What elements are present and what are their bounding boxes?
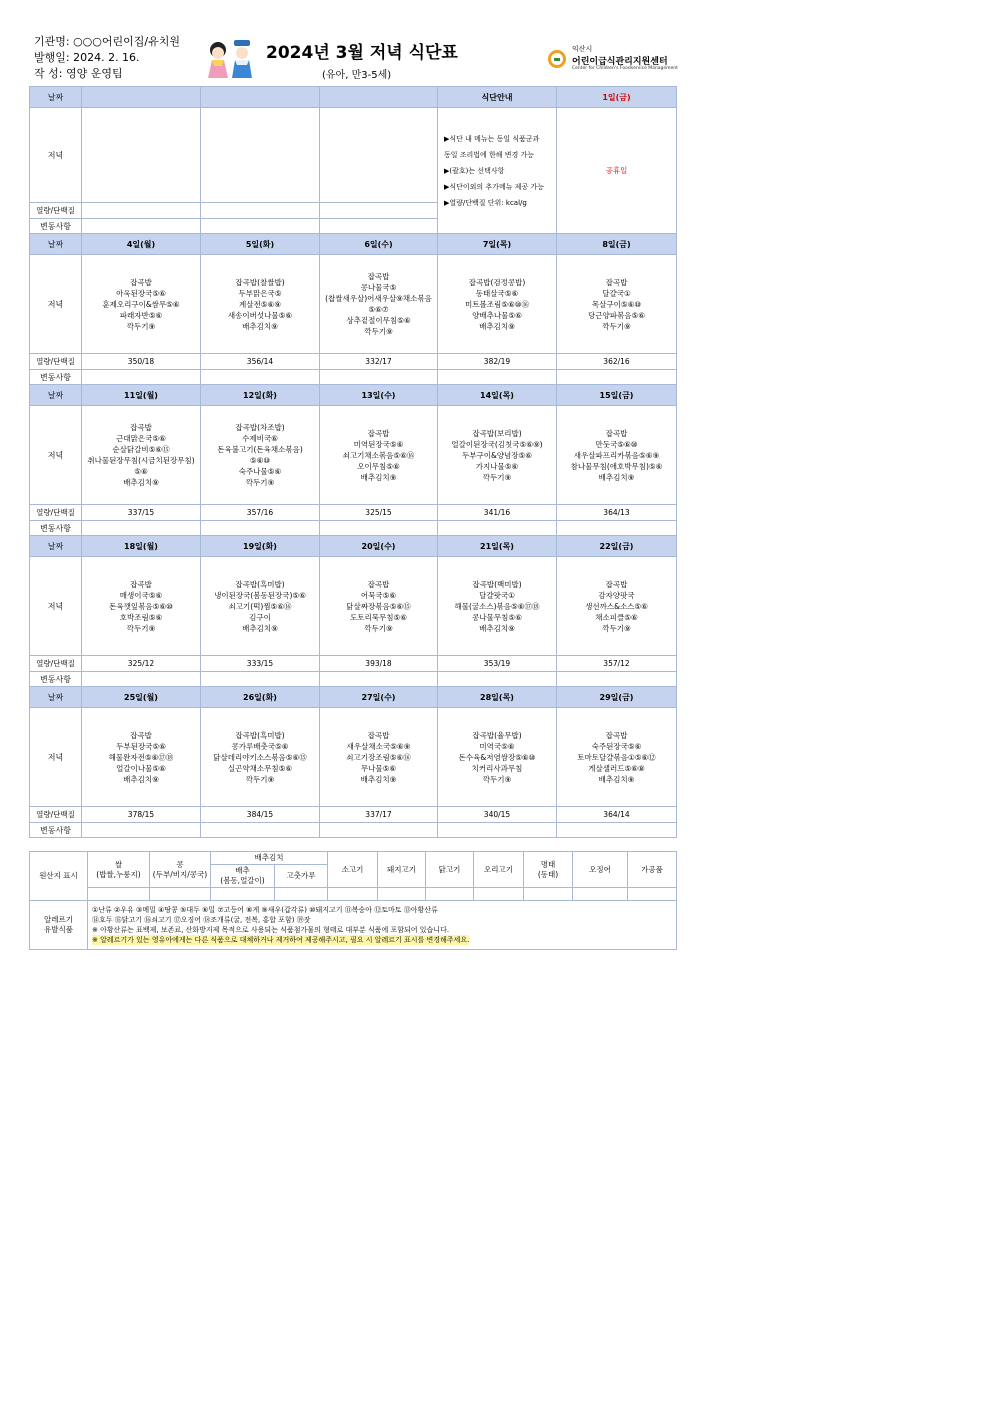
change-cell <box>82 823 201 838</box>
menu-item: 도토리묵무침⑤⑥ <box>350 612 407 622</box>
meal-cell <box>438 255 557 354</box>
kcal-row <box>30 505 677 521</box>
notice-box <box>438 108 557 234</box>
date-label: 날짜 <box>30 385 82 406</box>
menu-item: 배추김치⑨ <box>360 774 397 784</box>
menu-item: 잡곡밥 <box>605 428 628 438</box>
change-cell <box>557 370 677 385</box>
menu-item: 취나물된장무침(시금치된장무침) <box>87 456 195 465</box>
origin-duck: 오리고기 <box>474 852 524 888</box>
menu-item: 새우살채소국⑤⑥⑨ <box>346 741 411 751</box>
kcal-cell: 378/15 <box>82 807 201 823</box>
notice-line: 동일 조리법에 한해 변경 가능 <box>444 150 535 159</box>
change-cell <box>320 672 438 687</box>
menu-item: 호박조림⑤⑥ <box>119 612 163 622</box>
kcal-cell: 393/18 <box>320 656 438 672</box>
origin-beef: 소고기 <box>328 852 378 888</box>
date-cell: 5일(화) <box>201 234 320 255</box>
menu-item: 계살전⑤⑥⑨ <box>239 299 281 309</box>
header-info <box>34 34 180 82</box>
date-cell-empty <box>201 87 320 108</box>
menu-item: 훈제오리구이&쌈무⑤⑥ <box>102 299 180 309</box>
menu-item: 치커리사과무침 <box>471 763 523 773</box>
menu-item: 두부구이&양념장⑤⑥ <box>461 450 532 460</box>
origin-value <box>211 888 275 901</box>
menu-item: 깍두기⑨ <box>602 623 631 633</box>
menu-item: 숙주된장국⑤⑥ <box>591 741 642 751</box>
menu-item: 숙주나물⑤⑥ <box>238 467 282 476</box>
origin-kimchi: 배추김치 <box>211 852 328 865</box>
kcal-cell: 382/19 <box>438 354 557 370</box>
menu-item: 해물(굴소스)볶음⑤⑥⑰⑱ <box>454 601 540 611</box>
date-cell: 19일(화) <box>201 536 320 557</box>
date-cell: 29일(금) <box>557 687 677 708</box>
meal-cell-empty <box>201 108 320 203</box>
center-logo <box>548 46 678 74</box>
origin-squid: 오징어 <box>573 852 628 888</box>
date-row <box>30 87 677 108</box>
kcal-cell: 325/15 <box>320 505 438 521</box>
menu-item: ⑤⑥⑦ <box>368 305 389 314</box>
date-row <box>30 385 677 406</box>
author: 작 성: 영양 운영팀 <box>34 67 123 80</box>
dinner-label: 저녁 <box>30 108 82 203</box>
origin-rice <box>88 852 150 888</box>
menu-item: 잡곡밥 <box>130 730 152 740</box>
menu-item: ⑤⑥ <box>134 467 148 476</box>
date-cell: 27일(수) <box>320 687 438 708</box>
dinner-label: 저녁 <box>30 708 82 807</box>
change-cell <box>320 219 438 234</box>
change-cell <box>438 823 557 838</box>
origin-bean <box>150 852 211 888</box>
change-label: 변동사항 <box>30 521 82 536</box>
logo-english: Center for Children's Foodservice Management <box>572 66 678 71</box>
dinner-label: 저녁 <box>30 406 82 505</box>
change-row <box>30 823 677 838</box>
date-cell: 1일(금) <box>557 87 677 108</box>
origin-cabbage-name: 배추 <box>235 866 250 875</box>
menu-item: 만둣국⑤⑥⑩ <box>595 439 638 449</box>
menu-item: 잡곡밥(백미밥) <box>472 579 522 589</box>
meal-cell <box>82 708 201 807</box>
change-label: 변동사항 <box>30 672 82 687</box>
change-label: 변동사항 <box>30 219 82 234</box>
date-cell: 22일(금) <box>557 536 677 557</box>
meal-cell <box>201 708 320 807</box>
menu-item: 돈육불고기(돈육채소볶음) <box>217 445 303 454</box>
menu-item: 근대맑은국⑤⑥ <box>116 434 166 443</box>
menu-item: 어묵국⑤⑥ <box>360 590 397 600</box>
origin-label: 원산지 표시 <box>30 852 88 901</box>
meal-cell <box>320 557 438 656</box>
menu-item: 잡곡밥(흑미밥) <box>235 730 285 740</box>
date-cell: 28일(목) <box>438 687 557 708</box>
allergy-line: ⑭호두 ⑮닭고기 ⑯쇠고기 ⑰오징어 ⑱조개류(굴, 전복, 홍합 포함) ⑲잣 <box>92 916 311 924</box>
menu-item: 무나물⑤⑥ <box>360 763 397 773</box>
meal-cell <box>438 708 557 807</box>
change-cell <box>320 823 438 838</box>
menu-item: 잡곡밥 <box>367 730 390 740</box>
menu-item: 상추겉절이무침⑤⑥ <box>346 316 411 325</box>
menu-item: 배추김치⑨ <box>598 472 635 482</box>
menu-item: 해물완자전⑤⑥⑰⑱ <box>108 752 174 762</box>
meal-cell-empty <box>82 108 201 203</box>
menu-item: 돈수육&저염쌈장⑤⑥⑩ <box>458 752 536 762</box>
menu-item: 깍두기⑨ <box>245 478 275 487</box>
kcal-cell: 341/16 <box>438 505 557 521</box>
menu-item: 잡곡밥 <box>605 277 628 287</box>
date-cell: 21일(목) <box>438 536 557 557</box>
meal-cell <box>320 708 438 807</box>
origin-value <box>474 888 524 901</box>
menu-item: 순살닭갈비⑤⑥⑮ <box>112 445 170 454</box>
logo-name: 어린이급식관리지원센터 <box>572 57 668 67</box>
menu-item: 미트볼조림⑤⑥⑩⑯ <box>465 299 529 309</box>
date-cell: 26일(화) <box>201 687 320 708</box>
menu-item: 목살구이⑤⑥⑩ <box>591 299 642 309</box>
menu-item: 콩가루배춧국⑤⑥ <box>231 741 289 751</box>
menu-item: 실곤약채소무침⑤⑥ <box>227 763 293 773</box>
change-cell <box>438 672 557 687</box>
date-cell-empty <box>82 87 201 108</box>
menu-item: 두부맑은국⑤ <box>238 288 282 298</box>
change-cell <box>82 219 201 234</box>
menu-item: 배추김치⑨ <box>360 472 397 482</box>
kcal-cell: 362/16 <box>557 354 677 370</box>
menu-item: 매생이국⑤⑥ <box>119 590 163 600</box>
notice-line: ▶식단 내 메뉴는 동일 식품군과 <box>444 134 540 143</box>
menu-item: 잡곡밥(보리밥) <box>472 428 522 438</box>
meal-cell <box>201 557 320 656</box>
menu-item: 쇠고기채소볶음⑤⑥⑯ <box>342 450 415 460</box>
menu-item: 배추김치⑨ <box>479 623 515 633</box>
date-cell: 11일(월) <box>82 385 201 406</box>
origin-pollock <box>524 852 573 888</box>
origin-value <box>378 888 426 901</box>
kcal-cell-empty <box>82 203 201 219</box>
menu-item: 양배추나물⑤⑥ <box>472 310 522 320</box>
menu-item: 잡곡밥(찰쌀밥) <box>235 277 285 287</box>
menu-item: 두부된장국⑤⑥ <box>116 741 166 751</box>
date-row <box>30 536 677 557</box>
menu-item: 미역된장국⑤⑥ <box>353 439 404 449</box>
allergy-text <box>88 901 677 950</box>
menu-item: 달걀팟국① <box>479 590 515 600</box>
menu-item: 참나물무침(애호박무침)⑤⑥ <box>570 461 663 471</box>
origin-rice-name: 쌀 <box>114 859 123 869</box>
menu-item: 김구이 <box>249 612 271 622</box>
menu-table <box>29 86 677 838</box>
menu-item: 달걀국① <box>602 288 631 298</box>
kcal-label: 열량/단백질 <box>30 203 82 219</box>
menu-item: 잡곡밥(흑미밥) <box>235 579 285 589</box>
origin-pollock-sub: (동태) <box>537 869 559 879</box>
menu-item: 잡곡밥 <box>605 730 628 740</box>
page-subtitle: (유아, 만3-5세) <box>322 70 392 81</box>
origin-cabbage <box>211 865 275 888</box>
menu-item: 잡곡밥 <box>605 579 628 589</box>
change-cell <box>82 521 201 536</box>
date-cell: 12일(화) <box>201 385 320 406</box>
menu-item: 오이무침⑤⑥ <box>357 461 400 471</box>
date-label: 날짜 <box>30 536 82 557</box>
notice-line: ▶식단이외의 추가메뉴 제공 가능 <box>444 182 544 191</box>
change-cell <box>201 672 320 687</box>
meal-cell-empty <box>320 108 438 203</box>
origin-value <box>328 888 378 901</box>
menu-item: 가지나물⑤⑥ <box>475 461 519 471</box>
notice-line: ▶열량/단백질 단위: kcal/g <box>444 198 527 207</box>
kcal-cell: 357/12 <box>557 656 677 672</box>
menu-item: 닭살짜장볶음⑤⑥⑮ <box>346 601 411 611</box>
kcal-row <box>30 656 677 672</box>
menu-item: 잡곡밥(차조밥) <box>235 423 285 432</box>
change-cell <box>201 370 320 385</box>
origin-bean-name: 콩 <box>176 859 184 869</box>
change-cell <box>557 521 677 536</box>
menu-item: 미역국⑤⑥ <box>479 741 515 751</box>
origin-value <box>573 888 628 901</box>
menu-item: 깍두기⑨ <box>126 623 156 633</box>
meal-row <box>30 108 677 203</box>
menu-item: ⑤⑥⑩ <box>249 456 271 465</box>
meal-row <box>30 708 677 807</box>
date-cell: 4일(월) <box>82 234 201 255</box>
allergy-line: ※ 알레르기가 있는 영유아에게는 다른 식품으로 대체하거나 제거하여 제공해주시고, 필요 시 알레르기 표시를 변경해주세요. <box>92 936 470 944</box>
meal-row <box>30 557 677 656</box>
meal-cell <box>557 557 677 656</box>
origin-pollock-name: 명태 <box>540 859 556 869</box>
origin-processed: 가공품 <box>628 852 677 888</box>
date-cell: 14일(목) <box>438 385 557 406</box>
change-cell <box>82 672 201 687</box>
kcal-row <box>30 354 677 370</box>
change-row <box>30 521 677 536</box>
menu-item: 콩나물국⑤ <box>360 283 397 292</box>
menu-item: (찹쌀새우살)어새우살⑨채소볶음 <box>325 294 432 303</box>
menu-item: 잡곡밥 <box>367 272 390 281</box>
menu-item: 잡곡밥(검정콩밥) <box>468 277 526 287</box>
change-row <box>30 370 677 385</box>
kcal-cell-empty <box>201 203 320 219</box>
menu-item: 쇠고기장조림⑤⑥⑯ <box>346 752 411 762</box>
origin-value <box>426 888 474 901</box>
change-cell <box>438 370 557 385</box>
kcal-cell: 384/15 <box>201 807 320 823</box>
menu-item: 배추김치⑨ <box>598 774 635 784</box>
date-label: 날짜 <box>30 234 82 255</box>
menu-item: 잡곡밥 <box>367 579 390 589</box>
origin-value <box>524 888 573 901</box>
kcal-row <box>30 807 677 823</box>
origin-allergy-table <box>29 851 677 950</box>
kcal-cell: 364/13 <box>557 505 677 521</box>
kcal-cell: 332/17 <box>320 354 438 370</box>
kcal-label: 열량/단백질 <box>30 354 82 370</box>
kcal-cell: 364/14 <box>557 807 677 823</box>
kcal-cell-empty <box>320 203 438 219</box>
date-cell: 6일(수) <box>320 234 438 255</box>
change-label: 변동사항 <box>30 823 82 838</box>
menu-item: 얼갈이된장국(김칫국⑤⑥⑨) <box>451 439 543 449</box>
issue-date: 발행일: 2024. 2. 16. <box>34 51 140 64</box>
change-row <box>30 672 677 687</box>
origin-pork: 돼지고기 <box>378 852 426 888</box>
menu-item: 배추김치⑨ <box>242 321 278 331</box>
meal-cell <box>438 557 557 656</box>
meal-cell <box>82 557 201 656</box>
date-label: 날짜 <box>30 687 82 708</box>
menu-item: 쇠고기(떡)찜⑤⑥⑯ <box>228 601 292 611</box>
menu-item: 얼갈이나물⑤⑥ <box>116 763 166 773</box>
menu-item: 잡곡밥(율무밥) <box>472 730 522 740</box>
origin-chicken: 닭고기 <box>426 852 474 888</box>
origin-value <box>88 888 150 901</box>
notice-line: ▶(괄호)는 선택사항 <box>444 166 505 175</box>
menu-item: 새우살파프리카볶음⑤⑥⑨ <box>573 450 660 460</box>
change-cell <box>320 370 438 385</box>
date-cell: 15일(금) <box>557 385 677 406</box>
meal-row <box>30 255 677 354</box>
notice-header: 식단안내 <box>438 87 557 108</box>
menu-item: 돈육깻잎볶음⑤⑥⑩ <box>109 601 173 611</box>
menu-item: 당근양파볶음⑤⑥ <box>588 310 645 320</box>
allergy-line: ①난류 ②우유 ③메밀 ④땅콩 ⑤대두 ⑥밀 ⑦고등어 ⑧게 ⑨새우(갑각류) ⑩돼지고기 ⑪복숭아 ⑫토마토 ⑬아황산류 <box>92 906 438 914</box>
meal-cell <box>557 406 677 505</box>
menu-item: 잡곡밥 <box>130 579 152 589</box>
origin-value <box>150 888 211 901</box>
date-row <box>30 687 677 708</box>
center-logo-icon <box>548 50 566 68</box>
meal-cell <box>82 406 201 505</box>
menu-item: 깍두기⑨ <box>126 321 156 331</box>
change-cell <box>201 823 320 838</box>
origin-bean-sub: (두부/비지/콩국) <box>152 869 208 879</box>
menu-item: 생선까스&소스⑤⑥ <box>585 601 648 611</box>
kcal-cell: 333/15 <box>201 656 320 672</box>
allergy-line: ※ 아황산류는 표백제, 보존료, 산화방지제 목적으로 사용되는 식품첨가물의 형태로 대부분 식품에 포함되어 있습니다. <box>92 926 450 934</box>
origin-rice-sub: (밥쌀,누룽지) <box>96 869 141 879</box>
menu-item: 잡곡밥 <box>367 428 390 438</box>
menu-item: 깍두기⑨ <box>364 327 393 336</box>
page-title: 2024년 3월 저녁 식단표 <box>266 43 458 63</box>
date-cell: 20일(수) <box>320 536 438 557</box>
children-mascot-icon <box>204 38 260 78</box>
dinner-label: 저녁 <box>30 557 82 656</box>
holiday-cell: 공휴일 <box>557 108 677 234</box>
kcal-cell: 337/17 <box>320 807 438 823</box>
menu-item: 감자양팟국 <box>598 590 635 600</box>
menu-item: 냉이된장국(봄동된장국)⑤⑥ <box>214 590 306 600</box>
kcal-label: 열량/단백질 <box>30 656 82 672</box>
meal-cell <box>320 255 438 354</box>
origin-cabbage-sub: (봄동,얼갈이) <box>220 876 265 885</box>
change-cell <box>82 370 201 385</box>
meal-cell <box>201 255 320 354</box>
menu-item: 동태살국⑤⑥ <box>475 288 519 298</box>
change-cell <box>201 521 320 536</box>
menu-item: 게살샐러드⑤⑥⑧ <box>588 763 645 773</box>
change-cell <box>201 219 320 234</box>
menu-item: 배추김치⑨ <box>123 478 159 487</box>
meal-cell <box>82 255 201 354</box>
menu-item: 깍두기⑨ <box>482 472 512 482</box>
menu-item: 닭살데리야키소스볶음⑤⑥⑮ <box>213 752 307 762</box>
menu-item: 배추김치⑨ <box>123 774 159 784</box>
kcal-cell: 353/19 <box>438 656 557 672</box>
kcal-cell: 325/12 <box>82 656 201 672</box>
origin-value <box>628 888 677 901</box>
date-row <box>30 234 677 255</box>
origin-value <box>275 888 328 901</box>
menu-item: 배추김치⑨ <box>242 623 278 633</box>
menu-item: 토마토달걀볶음①⑤⑥⑫ <box>577 752 656 762</box>
origin-pepper: 고춧가루 <box>275 865 328 888</box>
menu-item: 배추김치⑨ <box>479 321 515 331</box>
date-cell: 13일(수) <box>320 385 438 406</box>
menu-item: 잡곡밥 <box>130 277 152 287</box>
meal-cell <box>320 406 438 505</box>
date-cell-empty <box>320 87 438 108</box>
meal-row <box>30 406 677 505</box>
change-cell <box>557 672 677 687</box>
institution: 기관명: ○○○어린이집/유치원 <box>34 35 180 48</box>
kcal-label: 열량/단백질 <box>30 807 82 823</box>
menu-item: 깍두기⑨ <box>602 321 631 331</box>
menu-item: 채소피클⑤⑥ <box>595 612 638 622</box>
kcal-cell: 337/15 <box>82 505 201 521</box>
change-cell <box>320 521 438 536</box>
change-cell <box>557 823 677 838</box>
kcal-cell: 350/18 <box>82 354 201 370</box>
date-label: 날짜 <box>30 87 82 108</box>
change-label: 변동사항 <box>30 370 82 385</box>
meal-cell <box>557 255 677 354</box>
kcal-cell: 357/16 <box>201 505 320 521</box>
kcal-cell: 356/14 <box>201 354 320 370</box>
allergy-label-2: 유발식품 <box>44 925 73 934</box>
menu-item: 깍두기⑨ <box>482 774 512 784</box>
menu-item: 콩나물무침⑤⑥ <box>472 612 522 622</box>
allergy-label <box>30 901 88 950</box>
date-cell: 7일(목) <box>438 234 557 255</box>
meal-cell <box>201 406 320 505</box>
kcal-cell: 340/15 <box>438 807 557 823</box>
date-cell: 8일(금) <box>557 234 677 255</box>
allergy-label-1: 알레르기 <box>44 915 73 924</box>
logo-city: 익산시 <box>572 45 593 53</box>
meal-cell <box>438 406 557 505</box>
menu-item: 깍두기⑨ <box>364 623 393 633</box>
menu-item: 새송이버섯나물⑤⑥ <box>227 310 293 320</box>
dinner-label: 저녁 <box>30 255 82 354</box>
menu-item: 깍두기⑨ <box>245 774 275 784</box>
date-cell: 18일(월) <box>82 536 201 557</box>
change-cell <box>438 521 557 536</box>
meal-cell <box>557 708 677 807</box>
menu-item: 아욱된장국⑤⑥ <box>116 288 166 298</box>
menu-item: 잡곡밥 <box>130 423 152 432</box>
date-cell: 25일(월) <box>82 687 201 708</box>
menu-item: 수제비국⑥ <box>242 434 278 443</box>
kcal-label: 열량/단백질 <box>30 505 82 521</box>
menu-item: 파래자반⑤⑥ <box>119 310 163 320</box>
